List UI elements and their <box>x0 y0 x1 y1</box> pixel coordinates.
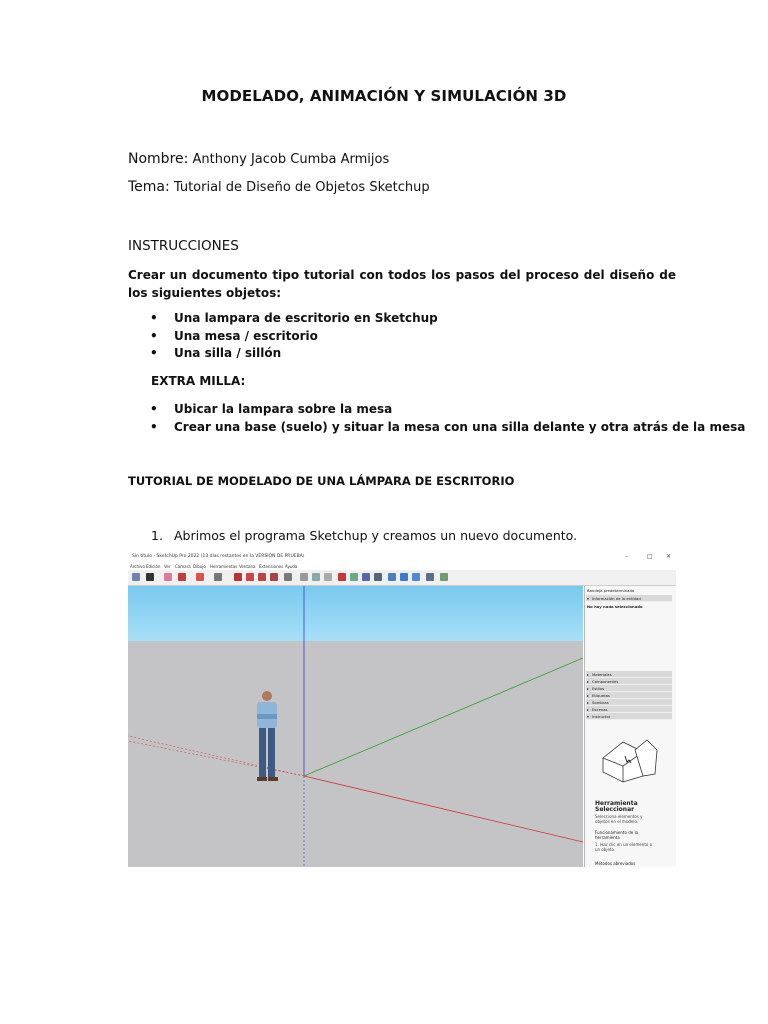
menu-dibujo[interactable]: Dibujo <box>193 564 206 569</box>
no-selection-text: No hay nada seleccionado <box>587 604 643 609</box>
menu-extensiones[interactable]: Extensiones <box>259 564 284 569</box>
extra-list <box>128 401 745 436</box>
pencil-icon[interactable] <box>178 573 186 581</box>
extension-warehouse-icon[interactable] <box>400 573 408 581</box>
tray-title: Bandeja predeterminada <box>587 588 635 593</box>
search-icon[interactable] <box>132 573 140 581</box>
select-tool-icon[interactable] <box>146 573 154 581</box>
eraser-icon[interactable] <box>164 573 172 581</box>
close-icon[interactable]: ✕ <box>666 553 672 560</box>
shape-tool-icon[interactable] <box>196 573 204 581</box>
list-item: • Una lampara de escritorio en Sketchup <box>128 310 438 328</box>
window-titlebar <box>128 552 676 563</box>
bullet-icon: • <box>150 328 158 343</box>
menu-ver[interactable]: Ver <box>164 564 171 569</box>
menu-edicion[interactable]: Edición <box>146 564 161 569</box>
green-axis-dashed <box>128 741 304 776</box>
window-title: Sin título - SketchUp Pro 2022 (13 días restantes en la VERSIÓN DE PRUEBA) <box>132 554 305 559</box>
chevron-right-icon: ▸ <box>587 706 589 712</box>
paint-bucket-icon[interactable] <box>284 573 292 581</box>
list-item: • Una silla / sillón <box>128 345 438 363</box>
step-number: 1. <box>151 528 163 543</box>
menu-herramientas[interactable]: Herramientas <box>210 564 238 569</box>
instructor-step: 1. Haz clic en un elemento o un objeto. <box>595 842 653 852</box>
chevron-down-icon: ▾ <box>587 713 589 719</box>
house-illustration-icon <box>595 736 665 786</box>
move-icon[interactable] <box>246 573 254 581</box>
model-viewport[interactable] <box>128 586 583 867</box>
rotate-icon[interactable] <box>258 573 266 581</box>
sketchup-screenshot <box>128 552 676 867</box>
nombre-value: Anthony Jacob Cumba Armijos <box>192 152 390 167</box>
bullet-icon: • <box>150 419 158 434</box>
nombre-label: Nombre: <box>128 151 189 167</box>
scale-icon[interactable] <box>270 573 278 581</box>
tray-section-etiquetas[interactable]: ▸ Etiquetas <box>586 692 672 699</box>
push-pull-icon[interactable] <box>234 573 242 581</box>
list-item: • Crear una base (suelo) y situar la mesa con una silla delante y otra atrás de la mesa <box>128 419 745 437</box>
orbit-icon[interactable] <box>338 573 346 581</box>
chevron-right-icon: ▸ <box>587 685 589 691</box>
text-tool-icon[interactable] <box>312 573 320 581</box>
tray-section-escenas[interactable]: ▸ Escenas <box>586 706 672 713</box>
instructor-description: Selecciona elementos y objetos en el modelo. <box>595 814 643 824</box>
tray-section-instructor[interactable]: ▾ Instructor <box>586 713 672 720</box>
tema-value: Tutorial de Diseño de Objetos Sketchup <box>173 180 430 195</box>
tutorial-heading: TUTORIAL DE MODELADO DE UNA LÁMPARA DE ESCRITORIO <box>128 474 515 488</box>
red-axis-dashed <box>128 736 304 776</box>
chevron-right-icon: ▸ <box>587 678 589 684</box>
menu-archivo[interactable]: Archivo <box>130 564 145 569</box>
extension-manager-icon[interactable] <box>426 573 434 581</box>
instrucciones-heading: INSTRUCCIONES <box>128 238 239 254</box>
arc-tool-icon[interactable] <box>214 573 222 581</box>
layout-icon[interactable] <box>412 573 420 581</box>
tray-section-materiales[interactable]: ▸ Materiales <box>586 671 672 678</box>
menu-ayuda[interactable]: Ayuda <box>285 564 298 569</box>
instructor-function-heading: Funcionamiento de la herramienta <box>595 830 639 840</box>
bullet-icon: • <box>150 402 158 416</box>
chevron-right-icon: ▸ <box>587 671 589 677</box>
extra-milla-heading: EXTRA MILLA: <box>151 374 246 388</box>
step-text: Abrimos el programa Sketchup y creamos un nuevo documento. <box>174 528 578 543</box>
menu-ventana[interactable]: Ventana <box>239 564 256 569</box>
green-axis <box>304 658 583 776</box>
objetos-list <box>128 310 438 363</box>
entity-info-row[interactable]: ▾ Información de la entidad <box>586 595 672 602</box>
chevron-right-icon: ▸ <box>587 692 589 698</box>
step-1 <box>151 528 577 543</box>
bullet-icon: • <box>150 311 158 325</box>
tray-section-estilos[interactable]: ▸ Estilos <box>586 685 672 692</box>
account-icon[interactable] <box>440 573 448 581</box>
document-title: MODELADO, ANIMACIÓN Y SIMULACIÓN 3D <box>201 87 567 105</box>
pan-icon[interactable] <box>350 573 358 581</box>
red-axis <box>304 776 583 842</box>
tape-measure-icon[interactable] <box>300 573 308 581</box>
menu-camara[interactable]: Cámara <box>175 564 191 569</box>
instrucciones-paragraph: Crear un documento tipo tutorial con todos los pasos del proceso del diseño de los siguientes objetos: <box>128 268 676 300</box>
bullet-icon: • <box>150 346 158 360</box>
chevron-right-icon: ▸ <box>587 699 589 705</box>
instructor-tool-title: Herramienta Seleccionar <box>595 800 638 813</box>
minimize-icon[interactable]: – <box>625 553 628 560</box>
instructor-shortcuts: Métodos abreviados <box>595 861 636 866</box>
menu-bar <box>128 563 676 570</box>
maximize-icon[interactable]: □ <box>647 553 653 560</box>
list-item: • Una mesa / escritorio <box>128 328 438 346</box>
axes <box>128 586 583 867</box>
toolbar <box>128 570 676 586</box>
zoom-extents-icon[interactable] <box>374 573 382 581</box>
zoom-icon[interactable] <box>362 573 370 581</box>
warehouse-icon[interactable] <box>388 573 396 581</box>
tray-section-sombras[interactable]: ▸ Sombras <box>586 699 672 706</box>
default-tray <box>584 586 676 867</box>
chevron-down-icon: ▾ <box>587 595 589 601</box>
nombre-field <box>128 151 389 167</box>
tema-field <box>128 179 430 195</box>
list-item: • Ubicar la lampara sobre la mesa <box>128 401 745 419</box>
dimension-icon[interactable] <box>324 573 332 581</box>
tray-section-componentes[interactable]: ▸ Componentes <box>586 678 672 685</box>
tema-label: Tema: <box>128 179 170 195</box>
